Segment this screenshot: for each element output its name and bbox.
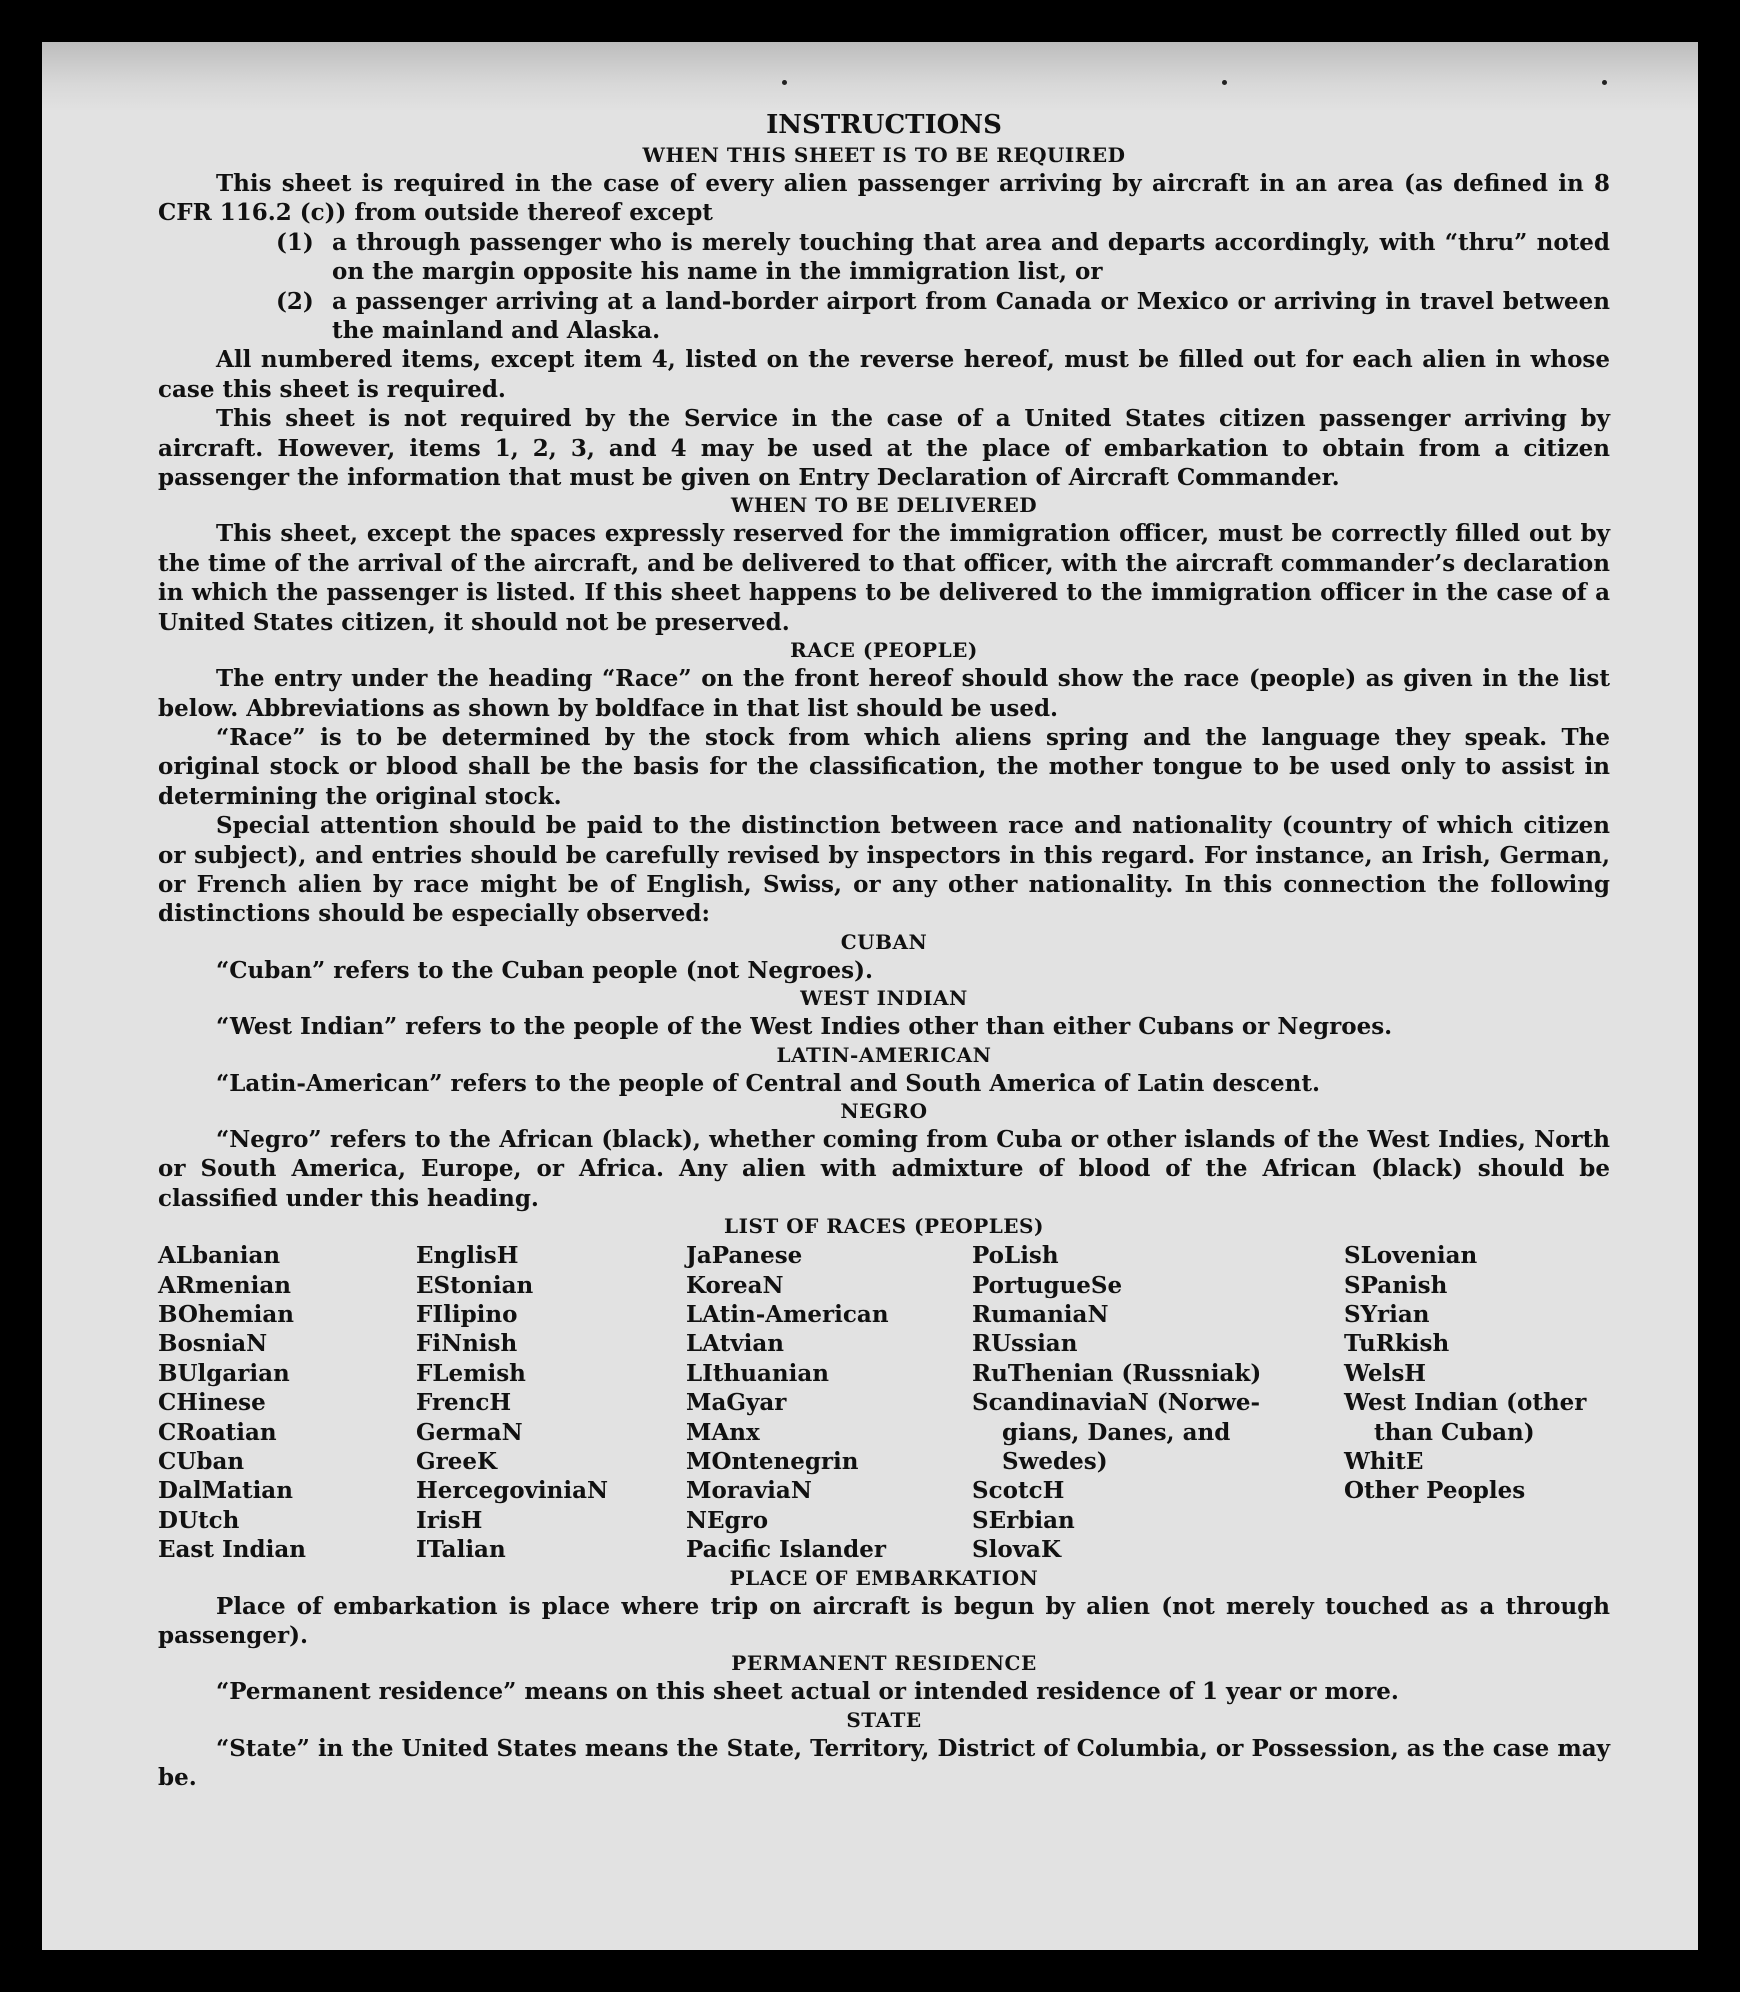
race-entry: IrisH <box>416 1506 483 1534</box>
race-entry: MOntenegrin <box>686 1448 859 1476</box>
race-entry: PoLish <box>972 1242 1059 1270</box>
races-list <box>158 1241 1610 1564</box>
race-entry: PortugueSe <box>972 1271 1123 1299</box>
race-entry: WelsH <box>1344 1359 1427 1387</box>
race-entry: BosniaN <box>158 1330 268 1358</box>
race-entry: FLemish <box>416 1359 526 1387</box>
race-entry: GermaN <box>416 1418 523 1446</box>
race-entry: SYrian <box>1344 1301 1430 1328</box>
race-entry: CHinese <box>158 1389 266 1417</box>
latin-american-paragraph: “Latin-American” refers to the people of Central and South America of Latin descent. <box>216 1069 1320 1097</box>
race-entry-west-indian: West Indian (other than Cuban) <box>1344 1389 1587 1446</box>
heading-negro: NEGRO <box>840 1098 928 1123</box>
document-sheet <box>42 42 1698 1950</box>
race-entry: FrencH <box>416 1389 512 1417</box>
races-column-1 <box>158 1241 416 1564</box>
instructions-content <box>158 108 1610 1793</box>
heading-when-required: WHEN THIS SHEET IS TO BE REQUIRED <box>642 143 1126 167</box>
race-entry: MAnx <box>686 1418 760 1446</box>
race-entry: DalMatian <box>158 1477 293 1505</box>
heading-west-indian: WEST INDIAN <box>800 986 968 1011</box>
race-entry: FIlipino <box>416 1301 518 1328</box>
scan-mark <box>1602 80 1607 85</box>
citizen-paragraph: This sheet is not required by the Service in the case of a United States citizen passenger arriving by aircraft. However, items 1, 2, 3, and 4 may be used at the place of embarkation to obtain from a citizen passenger the information that must be given on Entry Declaration of Aircraft Commander. <box>158 405 1610 492</box>
race-entry: BUlgarian <box>158 1359 290 1387</box>
page-title: INSTRUCTIONS <box>766 110 1002 140</box>
residence-paragraph: “Permanent residence” means on this sheet actual or intended residence of 1 year or more. <box>216 1678 1399 1706</box>
race-entry: TuRkish <box>1344 1330 1450 1358</box>
race-entry: SPanish <box>1344 1271 1448 1299</box>
cuban-paragraph: “Cuban” refers to the Cuban people (not Negroes). <box>216 956 874 984</box>
heading-race: RACE (PEOPLE) <box>790 638 978 663</box>
heading-list-of-races: LIST OF RACES (PEOPLES) <box>724 1214 1044 1239</box>
race-paragraph-2: “Race” is to be determined by the stock from which aliens spring and the language they speak. The original stock or blood shall be the basis for the classification, the mother tongue to be used only to assist in determining the original stock. <box>158 723 1610 810</box>
heading-when-delivered: WHEN TO BE DELIVERED <box>730 493 1038 518</box>
race-entry: CUban <box>158 1448 245 1476</box>
race-entry: DUtch <box>158 1506 240 1534</box>
race-entry: SlovaK <box>972 1536 1061 1564</box>
race-entry: RumaniaN <box>972 1301 1109 1328</box>
race-entry: BOhemian <box>158 1301 294 1328</box>
heading-cuban: CUBAN <box>840 929 928 954</box>
race-entry: ALbanian <box>158 1242 281 1270</box>
race-entry: Other Peoples <box>1344 1477 1526 1505</box>
race-entry: FiNnish <box>416 1330 518 1358</box>
race-entry: RUssian <box>972 1330 1078 1358</box>
race-entry: LIthuanian <box>686 1359 829 1387</box>
race-entry: Pacific Islander <box>686 1536 886 1564</box>
race-entry: WhitE <box>1344 1448 1424 1476</box>
heading-state: STATE <box>846 1707 922 1732</box>
race-entry: East Indian <box>158 1536 306 1564</box>
races-column-2 <box>416 1241 686 1564</box>
when-required-intro: This sheet is required in the case of every alien passenger arriving by aircraft in an area (as defined in 8 CFR 116.2 (c)) from outside thereof except <box>158 170 1610 227</box>
races-column-4 <box>972 1241 1344 1564</box>
scan-mark <box>1222 80 1227 85</box>
west-indian-paragraph: “West Indian” refers to the people of the West Indies other than either Cubans or Negroes. <box>216 1013 1393 1041</box>
embarkation-paragraph: Place of embarkation is place where trip on aircraft is begun by alien (not merely touched as a through passenger). <box>158 1592 1610 1650</box>
heading-latin-american: LATIN-AMERICAN <box>776 1042 992 1067</box>
races-column-5 <box>1344 1241 1610 1564</box>
race-entry: HercegoviniaN <box>416 1477 609 1505</box>
when-delivered-paragraph: This sheet, except the spaces expressly reserved for the immigration officer, must be correctly filled out by the time of the arrival of the aircraft, and be delivered to that officer, with the aircraft commander’s declaration in which the passenger is listed. If this sheet happens to be delivered to the immigration officer in the case of a United States citizen, it should not be preserved. <box>158 520 1610 636</box>
negro-paragraph: “Negro” refers to the African (black), whether coming from Cuba or other islands of the West Indies, North or South America, Europe, or Africa. Any alien with admixture of blood of the African (black) should be classified under this heading. <box>158 1125 1610 1212</box>
numbered-items-paragraph: All numbered items, except item 4, listed on the reverse hereof, must be filled out for each alien in whose case this sheet is required. <box>158 346 1610 403</box>
race-entry: NEgro <box>686 1506 769 1534</box>
race-entry: ARmenian <box>158 1271 292 1299</box>
race-entry-scandinavian: ScandinaviaN (Norwe- gians, Danes, and Swedes) <box>972 1389 1261 1476</box>
heading-embarkation: PLACE OF EMBARKATION <box>729 1565 1039 1590</box>
race-entry: MaGyar <box>686 1389 787 1417</box>
race-entry: EnglisH <box>416 1242 519 1270</box>
race-entry: LAtin-American <box>686 1301 889 1328</box>
race-entry: CRoatian <box>158 1418 277 1446</box>
race-entry: KoreaN <box>686 1271 784 1299</box>
race-entry: SLovenian <box>1344 1242 1478 1270</box>
race-entry: RuThenian (Russniak) <box>972 1359 1262 1387</box>
race-entry: EStonian <box>416 1271 534 1299</box>
race-entry: LAtvian <box>686 1330 784 1358</box>
scan-mark <box>782 80 787 85</box>
race-entry: SErbian <box>972 1506 1075 1534</box>
races-column-3 <box>686 1241 972 1564</box>
race-entry: GreeK <box>416 1448 498 1476</box>
heading-permanent-residence: PERMANENT RESIDENCE <box>731 1651 1037 1676</box>
race-paragraph-1: The entry under the heading “Race” on the front hereof should show the race (people) as given in the list below. Abbreviations as shown by boldface in that list should be used. <box>158 665 1610 722</box>
exception-item: (1) a through passenger who is merely touching that area and departs accordingly, with “thru” noted on the margin opposite his name in the immigration list, or <box>276 228 1610 286</box>
exception-item: (2) a passenger arriving at a land-border airport from Canada or Mexico or arriving in travel between the mainland and Alaska. <box>276 287 1610 345</box>
race-entry: ITalian <box>416 1536 506 1564</box>
state-paragraph: “State” in the United States means the State, Territory, District of Columbia, or Possession, as the case may be. <box>158 1734 1610 1792</box>
race-entry: MoraviaN <box>686 1477 812 1505</box>
race-paragraph-3: Special attention should be paid to the distinction between race and nationality (country of which citizen or subject), and entries should be carefully revised by inspectors in this regard. For instance, an Irish, German, or French alien by race might be of English, Swiss, or any other nationality. In this connection the following distinctions should be especially observed: <box>158 812 1610 928</box>
race-entry: ScotcH <box>972 1477 1065 1505</box>
scan-bleed-through <box>42 42 1698 112</box>
race-entry: JaPanese <box>686 1242 803 1270</box>
